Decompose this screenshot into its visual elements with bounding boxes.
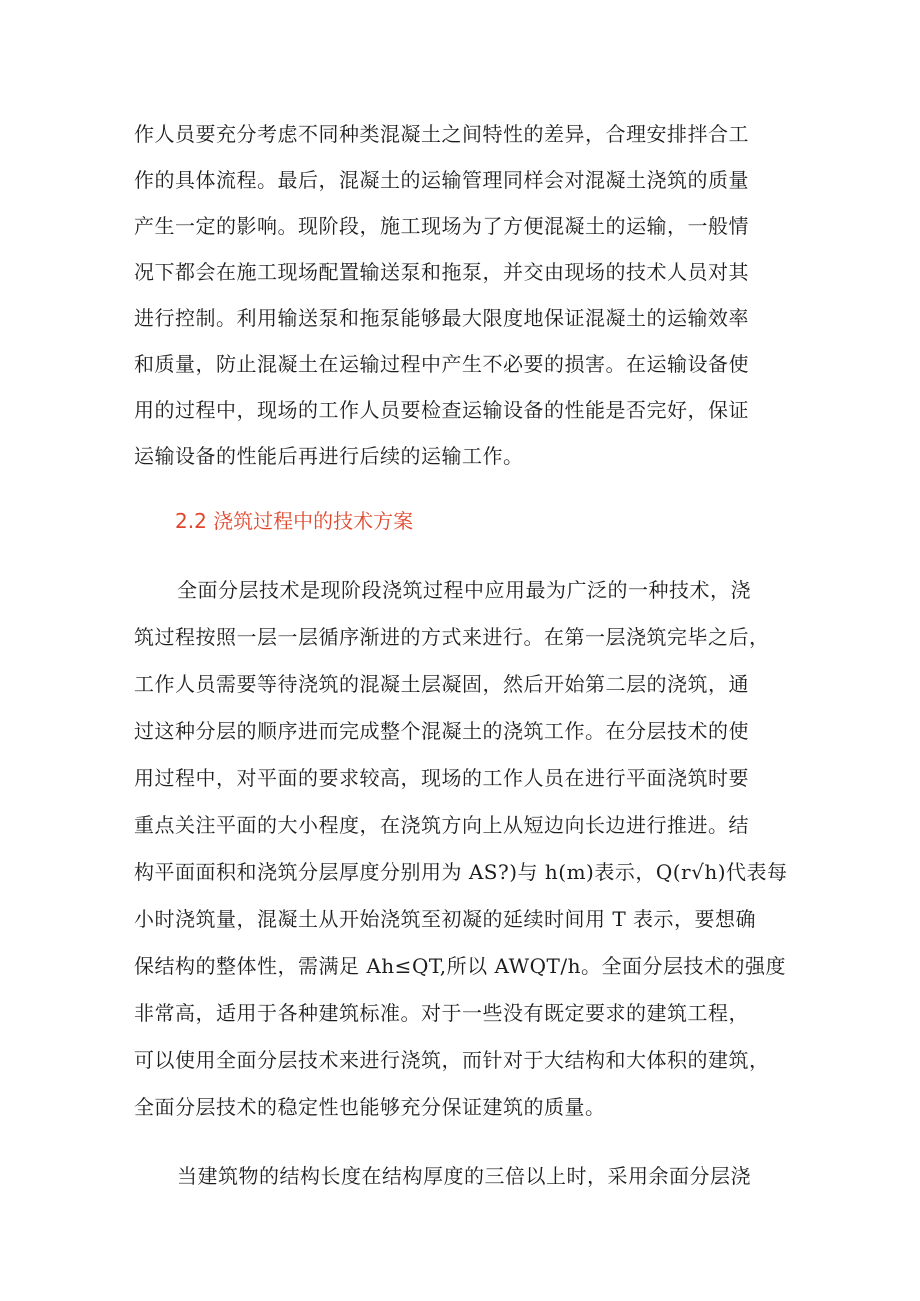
text-line: 用过程中，对平面的要求较高，现场的工作人员在进行平面浇筑时要	[134, 766, 749, 790]
text-line: 况下都会在施工现场配置输送泵和拖泵，并交由现场的技术人员对其	[134, 260, 749, 284]
text-line: 当建筑物的结构长度在结构厚度的三倍以上时，采用余面分层浇	[177, 1164, 751, 1188]
text-line: 筑过程按照一层一层循序渐进的方式来进行。在第一层浇筑完毕之后，	[134, 625, 770, 649]
text-line: 全面分层技术是现阶段浇筑过程中应用最为广泛的一种技术，浇	[177, 578, 751, 602]
text-line: 进行控制。利用输送泵和拖泵能够最大限度地保证混凝土的运输效率	[134, 306, 749, 330]
text-line: 小时浇筑量，混凝土从开始浇筑至初凝的延续时间用 T 表示，要想确	[134, 907, 757, 931]
section-heading: 2.2 浇筑过程中的技术方案	[175, 509, 414, 533]
text-line: 工作人员需要等待浇筑的混凝土层凝固，然后开始第二层的浇筑，通	[134, 672, 749, 696]
text-line: 作人员要充分考虑不同种类混凝土之间特性的差异，合理安排拌合工	[134, 122, 749, 146]
text-line: 构平面面积和浇筑分层厚度分别用为 AS?)与 h(m)表示，Q(r√h)代表每	[134, 860, 788, 884]
text-line: 全面分层技术的稳定性也能够充分保证建筑的质量。	[134, 1095, 606, 1119]
text-line: 运输设备的性能后再进行后续的运输工作。	[134, 444, 524, 468]
text-line: 可以使用全面分层技术来进行浇筑，而针对于大结构和大体积的建筑，	[134, 1048, 770, 1072]
text-line: 用的过程中，现场的工作人员要检查运输设备的性能是否完好，保证	[134, 398, 749, 422]
text-line: 和质量，防止混凝土在运输过程中产生不必要的损害。在运输设备使	[134, 352, 749, 376]
text-line: 重点关注平面的大小程度，在浇筑方向上从短边向长边进行推进。结	[134, 813, 749, 837]
text-line: 产生一定的影响。现阶段，施工现场为了方便混凝土的运输，一般情	[134, 214, 749, 238]
text-line: 保结构的整体性，需满足 Ah≤QT,所以 AWQT/h。全面分层技术的强度	[134, 954, 786, 978]
text-line: 过这种分层的顺序进而完成整个混凝土的浇筑工作。在分层技术的使	[134, 719, 749, 743]
text-line: 非常高，适用于各种建筑标准。对于一些没有既定要求的建筑工程，	[134, 1001, 749, 1025]
text-line: 作的具体流程。最后，混凝土的运输管理同样会对混凝土浇筑的质量	[134, 168, 749, 192]
